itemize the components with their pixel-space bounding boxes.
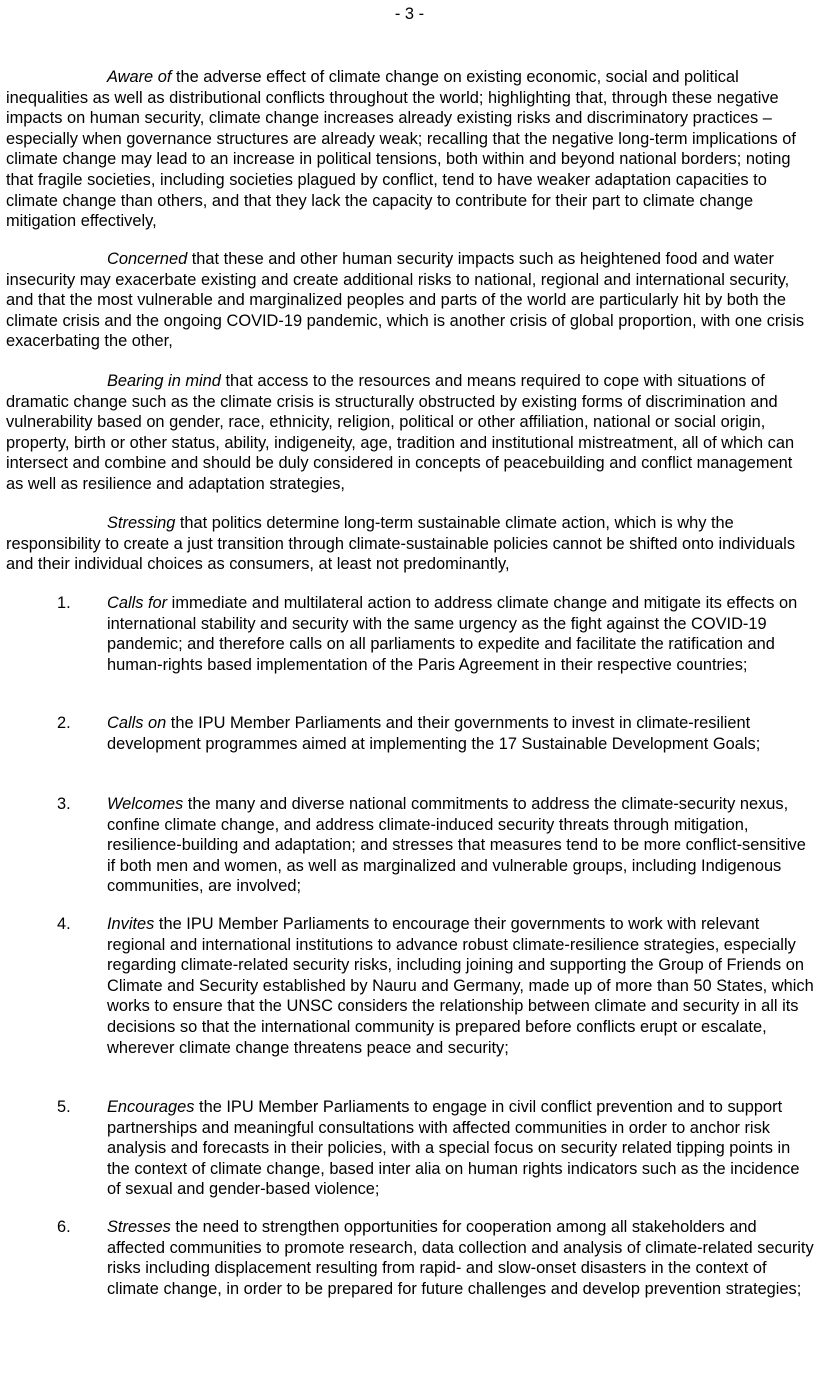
operative-paragraph-text [107, 914, 814, 1058]
page-number: - 3 - [394, 5, 425, 23]
operative-body-text: immediate and multilateral action to address climate change and mitigate its effects on international stability and security with the same urgency as the fight against the COVID-19 pandemic; and therefore calls on all parliaments to expedite and facilitate the ratification and human-rights based implementation of the Paris Agreement in their respective countries; [107, 594, 798, 674]
operative-paragraph-text [107, 794, 814, 897]
paragraph-number: 4. [57, 915, 71, 933]
preamble-paragraph-bearing-in-mind [6, 371, 814, 495]
preamble-paragraph-stressing [6, 513, 814, 575]
preamble-body-text: that access to the resources and means required to cope with situations of dramatic change such as the climate crisis is structurally obstructed by existing forms of discrimination and vulnerability based on gender, race, ethnicity, religion, political or other affiliation, national or social origin, property, birth or other status, ability, indigeneity, age, tradition and institutional mistreatment, all of which can intersect and combine and should be duly considered in concepts of peacebuilding and conflict management as well as resilience and adaptation strategies, [6, 372, 795, 493]
operative-paragraph-text [107, 1217, 814, 1299]
operative-lead-phrase: Encourages [107, 1098, 195, 1116]
preamble-lead-phrase: Concerned [107, 250, 188, 268]
operative-lead-phrase: Calls on [107, 714, 167, 732]
preamble-body-text: the adverse effect of climate change on existing economic, social and political inequalities as well as distributional conflicts throughout the world; highlighting that, through these negative impacts on human security, climate change increases already existing risks and discriminatory practices – especially when governance structures are already weak; recalling that the negative long-term implications of climate change may lead to an increase in political tensions, both within and beyond national borders; noting that fragile societies, including societies plagued by conflict, tend to have weaker adaptation capacities to climate change than others, and that they lack the capacity to contribute for their part to climate change mitigation effectively, [6, 68, 796, 231]
operative-lead-phrase: Calls for [107, 594, 168, 612]
operative-paragraph-text [107, 1097, 814, 1200]
preamble-paragraph-concerned [6, 249, 814, 352]
paragraph-number: 1. [57, 594, 71, 612]
operative-body-text: the IPU Member Parliaments to encourage their governments to work with relevant regional and international institutions to advance robust climate-resilience strategies, especially regarding climate-related security risks, including joining and supporting the Group of Friends on Climate and Security established by Nauru and Germany, made up of more than 50 States, which works to ensure that the UNSC considers the relationship between climate and security in all its decisions so that the international community is prepared before conflicts erupt or escalate, wherever climate change threatens peace and security; [107, 915, 814, 1057]
operative-paragraph-text [107, 713, 814, 754]
operative-lead-phrase: Welcomes [107, 795, 184, 813]
paragraph-number: 2. [57, 714, 71, 732]
operative-paragraph-text [107, 593, 814, 675]
operative-body-text: the IPU Member Parliaments to engage in civil conflict prevention and to support partnerships and meaningful consultations with affected communities in order to anchor risk analysis and forecasts in their policies, with a special focus on security related tipping points in the context of climate change, based inter alia on human rights indicators such as the incidence of sexual and gender-based violence; [107, 1098, 800, 1199]
operative-body-text: the IPU Member Parliaments and their governments to invest in climate-resilient development programmes aimed at implementing the 17 Sustainable Development Goals; [107, 714, 761, 753]
paragraph-number: 6. [57, 1218, 71, 1236]
operative-lead-phrase: Stresses [107, 1218, 171, 1236]
preamble-lead-phrase: Aware of [107, 68, 172, 86]
paragraph-number: 3. [57, 795, 71, 813]
preamble-paragraph-aware-of [6, 67, 814, 232]
operative-body-text: the many and diverse national commitments to address the climate-security nexus, confine climate change, and address climate-induced security threats through mitigation, resilience-building and adaptation; and stresses that measures tend to be more conflict-sensitive if both men and women, as well as marginalized and vulnerable groups, including Indigenous communities, are involved; [107, 795, 806, 896]
preamble-body-text: that these and other human security impacts such as heightened food and water insecurity may exacerbate existing and create additional risks to national, regional and international security, and that the most vulnerable and marginalized peoples and parts of the world are particularly hit by both the climate crisis and the ongoing COVID-19 pandemic, which is another crisis of global proportion, with one crisis exacerbating the other, [6, 250, 805, 351]
operative-lead-phrase: Invites [107, 915, 155, 933]
preamble-lead-phrase: Bearing in mind [107, 372, 221, 390]
operative-body-text: the need to strengthen opportunities for cooperation among all stakeholders and affected communities to promote research, data collection and analysis of climate-related security risks including displacement resulting from rapid- and slow-onset disasters in the context of climate change, in order to be prepared for future challenges and develop prevention strategies; [107, 1218, 814, 1298]
paragraph-number: 5. [57, 1098, 71, 1116]
preamble-body-text: that politics determine long-term sustainable climate action, which is why the responsibility to create a just transition through climate-sustainable policies cannot be shifted onto individuals and their individual choices as consumers, at least not predominantly, [6, 514, 796, 574]
preamble-lead-phrase: Stressing [107, 514, 176, 532]
